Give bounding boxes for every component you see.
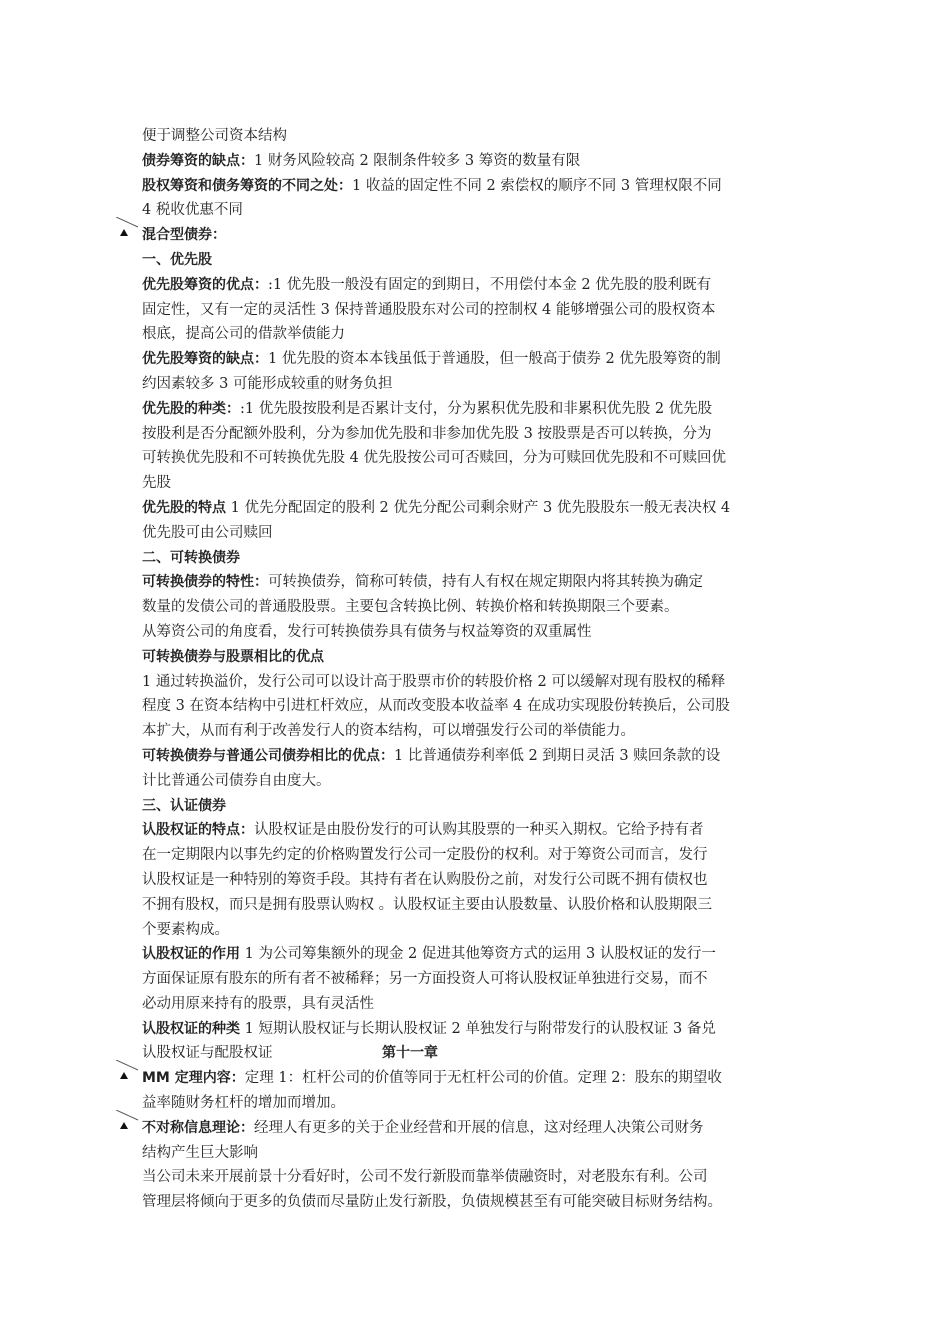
line-text: 可转换债券，简称可转债，持有人有权在规定期限内将其转换为确定 (268, 574, 703, 591)
text-line (142, 769, 814, 794)
text-line (142, 1190, 814, 1215)
comment-anchor-arrow-icon (116, 1110, 146, 1134)
text-line (142, 298, 814, 323)
bold-label: 认股权证的种类 (142, 1020, 240, 1037)
bold-label: 混合型债券： (142, 227, 226, 244)
line-text: 当公司未来开展前景十分看好时，公司不发行新股而靠举债融资时，对老股东有利。公司 (142, 1169, 708, 1186)
text-line (142, 496, 814, 521)
line-text: 结构产生巨大影响 (142, 1144, 258, 1161)
line-text: 在一定期限内以事先约定的价格购置发行公司一定股份的权利。对于筹资公司而言，发行 (142, 847, 708, 864)
text-line (142, 546, 814, 571)
bold-label: 认股权证的特点： (142, 822, 254, 839)
line-text: 方面保证原有股东的所有者不被稀释；另一方面投资人可将认股权证单独进行交易，而不 (142, 971, 708, 988)
text-line (142, 1066, 814, 1091)
text-line (142, 1141, 814, 1166)
text-line (142, 595, 814, 620)
text-line (142, 1041, 814, 1066)
text-line (142, 422, 814, 447)
text-line (142, 521, 814, 546)
text-line (142, 124, 814, 149)
line-text: 1 收益的固定性不同 2 索偿权的顺序不同 3 管理权限不同 (352, 177, 722, 194)
text-line (142, 942, 814, 967)
line-text: 约因素较多 3 可能形成较重的财务负担 (142, 375, 393, 392)
line-text: 不拥有股权，而只是拥有股票认购权 。认股权证主要由认股数量、认股价格和认股期限三 (142, 896, 713, 913)
line-text: 数量的发债公司的普通股股票。主要包含转换比例、转换价格和转换期限三个要素。 (142, 599, 679, 616)
text-line (142, 248, 814, 273)
line-text: 计比普通公司债券自由度大。 (142, 772, 331, 789)
line-text: 认股权证是由股份发行的可认购其股票的一种买入期权。它给予持有者 (254, 822, 704, 839)
line-text: 程度 3 在资本结构中引进杠杆效应，从而改变股本收益率 4 在成功实现股份转换后，公司股 (142, 698, 730, 715)
text-line (142, 198, 814, 223)
bold-label: 优先股筹资的优点： (142, 276, 268, 293)
text-line (142, 719, 814, 744)
text-line (142, 570, 814, 595)
text-line (142, 149, 814, 174)
text-line (142, 794, 814, 819)
line-text: 认股权证是一种特别的筹资手段。其持有者在认购股份之前，对发行公司既不拥有债权也 (142, 871, 708, 888)
text-line (142, 918, 814, 943)
text-line (142, 818, 814, 843)
line-text: :1 优先股一般没有固定的到期日，不用偿付本金 2 优先股的股利既有 (268, 276, 712, 293)
bold-label: MM 定理内容： (142, 1070, 245, 1087)
text-line (142, 223, 814, 248)
text-line (142, 992, 814, 1017)
line-text: 管理层将倾向于更多的负债而尽量防止发行新股，负债规模甚至有可能突破目标财务结构。 (142, 1194, 722, 1211)
line-text: 从筹资公司的角度看，发行可转换债券具有债务与权益筹资的双重属性 (142, 623, 592, 640)
line-text: 1 比普通债券利率低 2 到期日灵活 3 赎回条款的设 (394, 747, 721, 764)
line-text: 经理人有更多的关于企业经营和开展的信息，这对经理人决策公司财务 (254, 1119, 704, 1136)
bold-label: 二、可转换债券 (142, 549, 240, 566)
line-text: 根底，提高公司的借款举债能力 (142, 326, 345, 343)
text-line (142, 620, 814, 645)
text-line (142, 273, 814, 298)
text-line (142, 694, 814, 719)
text-line (142, 372, 814, 397)
line-text: 必动用原来持有的股票，具有灵活性 (142, 995, 374, 1012)
bold-label: 优先股的特点 (142, 499, 226, 516)
bold-label: 优先股筹资的缺点： (142, 351, 268, 368)
bold-label: 三、认证债券 (142, 797, 226, 814)
line-text: 优先股可由公司赎回 (142, 524, 273, 541)
text-line (142, 645, 814, 670)
text-line (142, 744, 814, 769)
line-text: :1 优先股按股利是否累计支付，分为累积优先股和非累积优先股 2 优先股 (240, 400, 713, 417)
line-text: 个要素构成。 (142, 921, 229, 938)
bold-label: 认股权证的作用 (142, 946, 240, 963)
line-text: 本扩大，从而有利于改善发行人的资本结构，可以增强发行公司的举债能力。 (142, 723, 635, 740)
line-text: 4 税收优惠不同 (142, 202, 243, 219)
line-text: 1 短期认股权证与长期认股权证 2 单独发行与附带发行的认股权证 3 备兑 (240, 1020, 716, 1037)
line-text: 固定性，又有一定的灵活性 3 保持普通股股东对公司的控制权 4 能够增强公司的股权资本 (142, 301, 716, 318)
bold-label: 一、优先股 (142, 251, 212, 268)
bold-label: 可转换债券与普通公司债券相比的优点： (142, 747, 394, 764)
line-text: 1 为公司筹集额外的现金 2 促进其他筹资方式的运用 3 认股权证的发行一 (240, 946, 716, 963)
text-line (142, 843, 814, 868)
text-line (142, 868, 814, 893)
text-line (142, 893, 814, 918)
line-text: 按股利是否分配额外股利，分为参加优先股和非参加优先股 3 按股票是否可以转换，分为 (142, 425, 712, 442)
text-line (142, 322, 814, 347)
text-line (142, 347, 814, 372)
line-text: 可转换优先股和不可转换优先股 4 优先股按公司可否赎回，分为可赎回优先股和不可赎回优 (142, 450, 726, 467)
chapter-heading: 第十一章 (382, 1045, 438, 1062)
line-text: 先股 (142, 475, 171, 492)
bold-label: 债券筹资的缺点： (142, 152, 254, 169)
text-line (142, 1017, 814, 1042)
text-line (142, 174, 814, 199)
text-line (142, 1165, 814, 1190)
text-line (142, 1116, 814, 1141)
bold-label: 优先股的种类： (142, 400, 240, 417)
text-line (142, 967, 814, 992)
comment-anchor-arrow-icon (116, 217, 146, 241)
line-text: 1 通过转换溢价，发行公司可以设计高于股票市价的转股价格 2 可以缓解对现有股权的稀释 (142, 673, 726, 690)
line-text: 认股权证与配股权证 (142, 1045, 273, 1062)
line-text: 便于调整公司资本结构 (142, 128, 287, 144)
comment-anchor-arrow-icon (116, 1060, 146, 1084)
bold-label: 可转换债券与股票相比的优点 (142, 648, 324, 665)
bold-label: 可转换债券的特性： (142, 574, 268, 591)
document-body (142, 124, 814, 1215)
text-line (142, 446, 814, 471)
text-line (142, 471, 814, 496)
text-line (142, 670, 814, 695)
text-line (142, 397, 814, 422)
line-text: 1 优先分配固定的股利 2 优先分配公司剩余财产 3 优先股股东一般无表决权 4 (226, 499, 731, 516)
bold-label: 股权筹资和债务筹资的不同之处： (142, 177, 352, 194)
bold-label: 不对称信息理论： (142, 1119, 254, 1136)
line-text: 1 财务风险较高 2 限制条件较多 3 筹资的数量有限 (254, 152, 581, 169)
line-text: 益率随财务杠杆的增加而增加。 (142, 1095, 345, 1112)
line-text: 1 优先股的资本本钱虽低于普通股，但一般高于债券 2 优先股筹资的制 (268, 351, 721, 368)
text-line (142, 1091, 814, 1116)
line-text: 定理 1：杠杆公司的价值等同于无杠杆公司的价值。定理 2：股东的期望收 (244, 1070, 722, 1087)
